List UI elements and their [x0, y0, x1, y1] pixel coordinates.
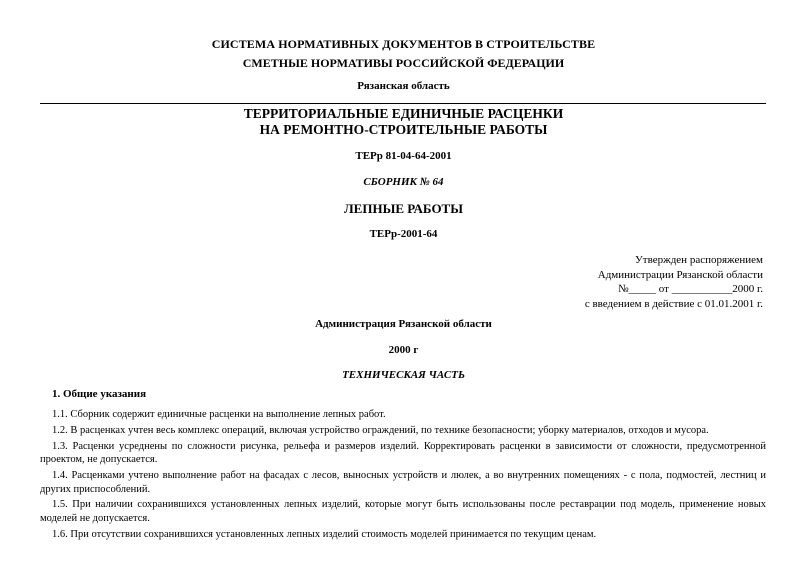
approval-block	[585, 253, 763, 311]
general-instructions-body	[40, 408, 766, 544]
document-title-line1: ТЕРРИТОРИАЛЬНЫЕ ЕДИНИЧНЫЕ РАСЦЕНКИ	[243, 106, 564, 121]
approval-line: Администрации Рязанской области	[597, 268, 763, 281]
system-heading: СИСТЕМА НОРМАТИВНЫХ ДОКУМЕНТОВ В СТРОИТЕЛЬСТВЕ	[211, 37, 596, 51]
paragraph: 1.1. Сборник содержит единичные расценки на выполнение лепных работ.	[52, 409, 386, 420]
approval-line: с введением в действие с 01.01.2001 г.	[584, 297, 763, 310]
publisher-year: 2000 г	[388, 344, 419, 356]
approval-line: №_____ от ___________2000 г.	[618, 283, 763, 295]
norms-heading: СМЕТНЫЕ НОРМАТИВЫ РОССИЙСКОЙ ФЕДЕРАЦИИ	[242, 56, 565, 70]
document-code-short: ТЕРр-2001-64	[369, 228, 438, 240]
document-code: ТЕРр 81-04-64-2001	[355, 150, 452, 162]
collection-number: СБОРНИК № 64	[363, 176, 444, 188]
paragraph: 1.3. Расценки усреднены по сложности рисунка, рельефа и размеров изделий. Корректировать расценки в зависимости от сложности, предусмотренной проектом, не допускается.	[40, 440, 766, 466]
paragraph: 1.6. При отсутствии сохранившихся установленных лепных изделий стоимость моделей принимается по текущим ценам.	[52, 528, 597, 540]
technical-part-heading: ТЕХНИЧЕСКАЯ ЧАСТЬ	[342, 369, 465, 381]
document-title-line2: НА РЕМОНТНО-СТРОИТЕЛЬНЫЕ РАБОТЫ	[259, 122, 548, 137]
header-divider	[40, 103, 766, 104]
paragraph: 1.2. В расценках учтен весь комплекс операций, включая устройство ограждений, по технике безопасности; уборку материалов, отходов и мусора.	[52, 424, 709, 436]
paragraph: 1.4. Расценками учтено выполнение работ на фасадах с лесов, выносных устройств и люлек, а во внутренних помещениях - с пола, подмостей, лестниц и других приспособлений.	[40, 470, 766, 495]
publisher-admin: Администрация Рязанской области	[315, 318, 492, 330]
general-instructions-heading: 1. Общие указания	[52, 388, 147, 400]
section-title: ЛЕПНЫЕ РАБОТЫ	[344, 201, 463, 216]
approval-line: Утвержден распоряжением	[635, 254, 763, 266]
region-heading: Рязанская область	[357, 80, 450, 92]
paragraph: 1.5. При наличии сохранившихся установленных лепных изделий, которые могут быть использованы после реставрации под модель, применение новых моделей не допускается.	[40, 499, 766, 524]
